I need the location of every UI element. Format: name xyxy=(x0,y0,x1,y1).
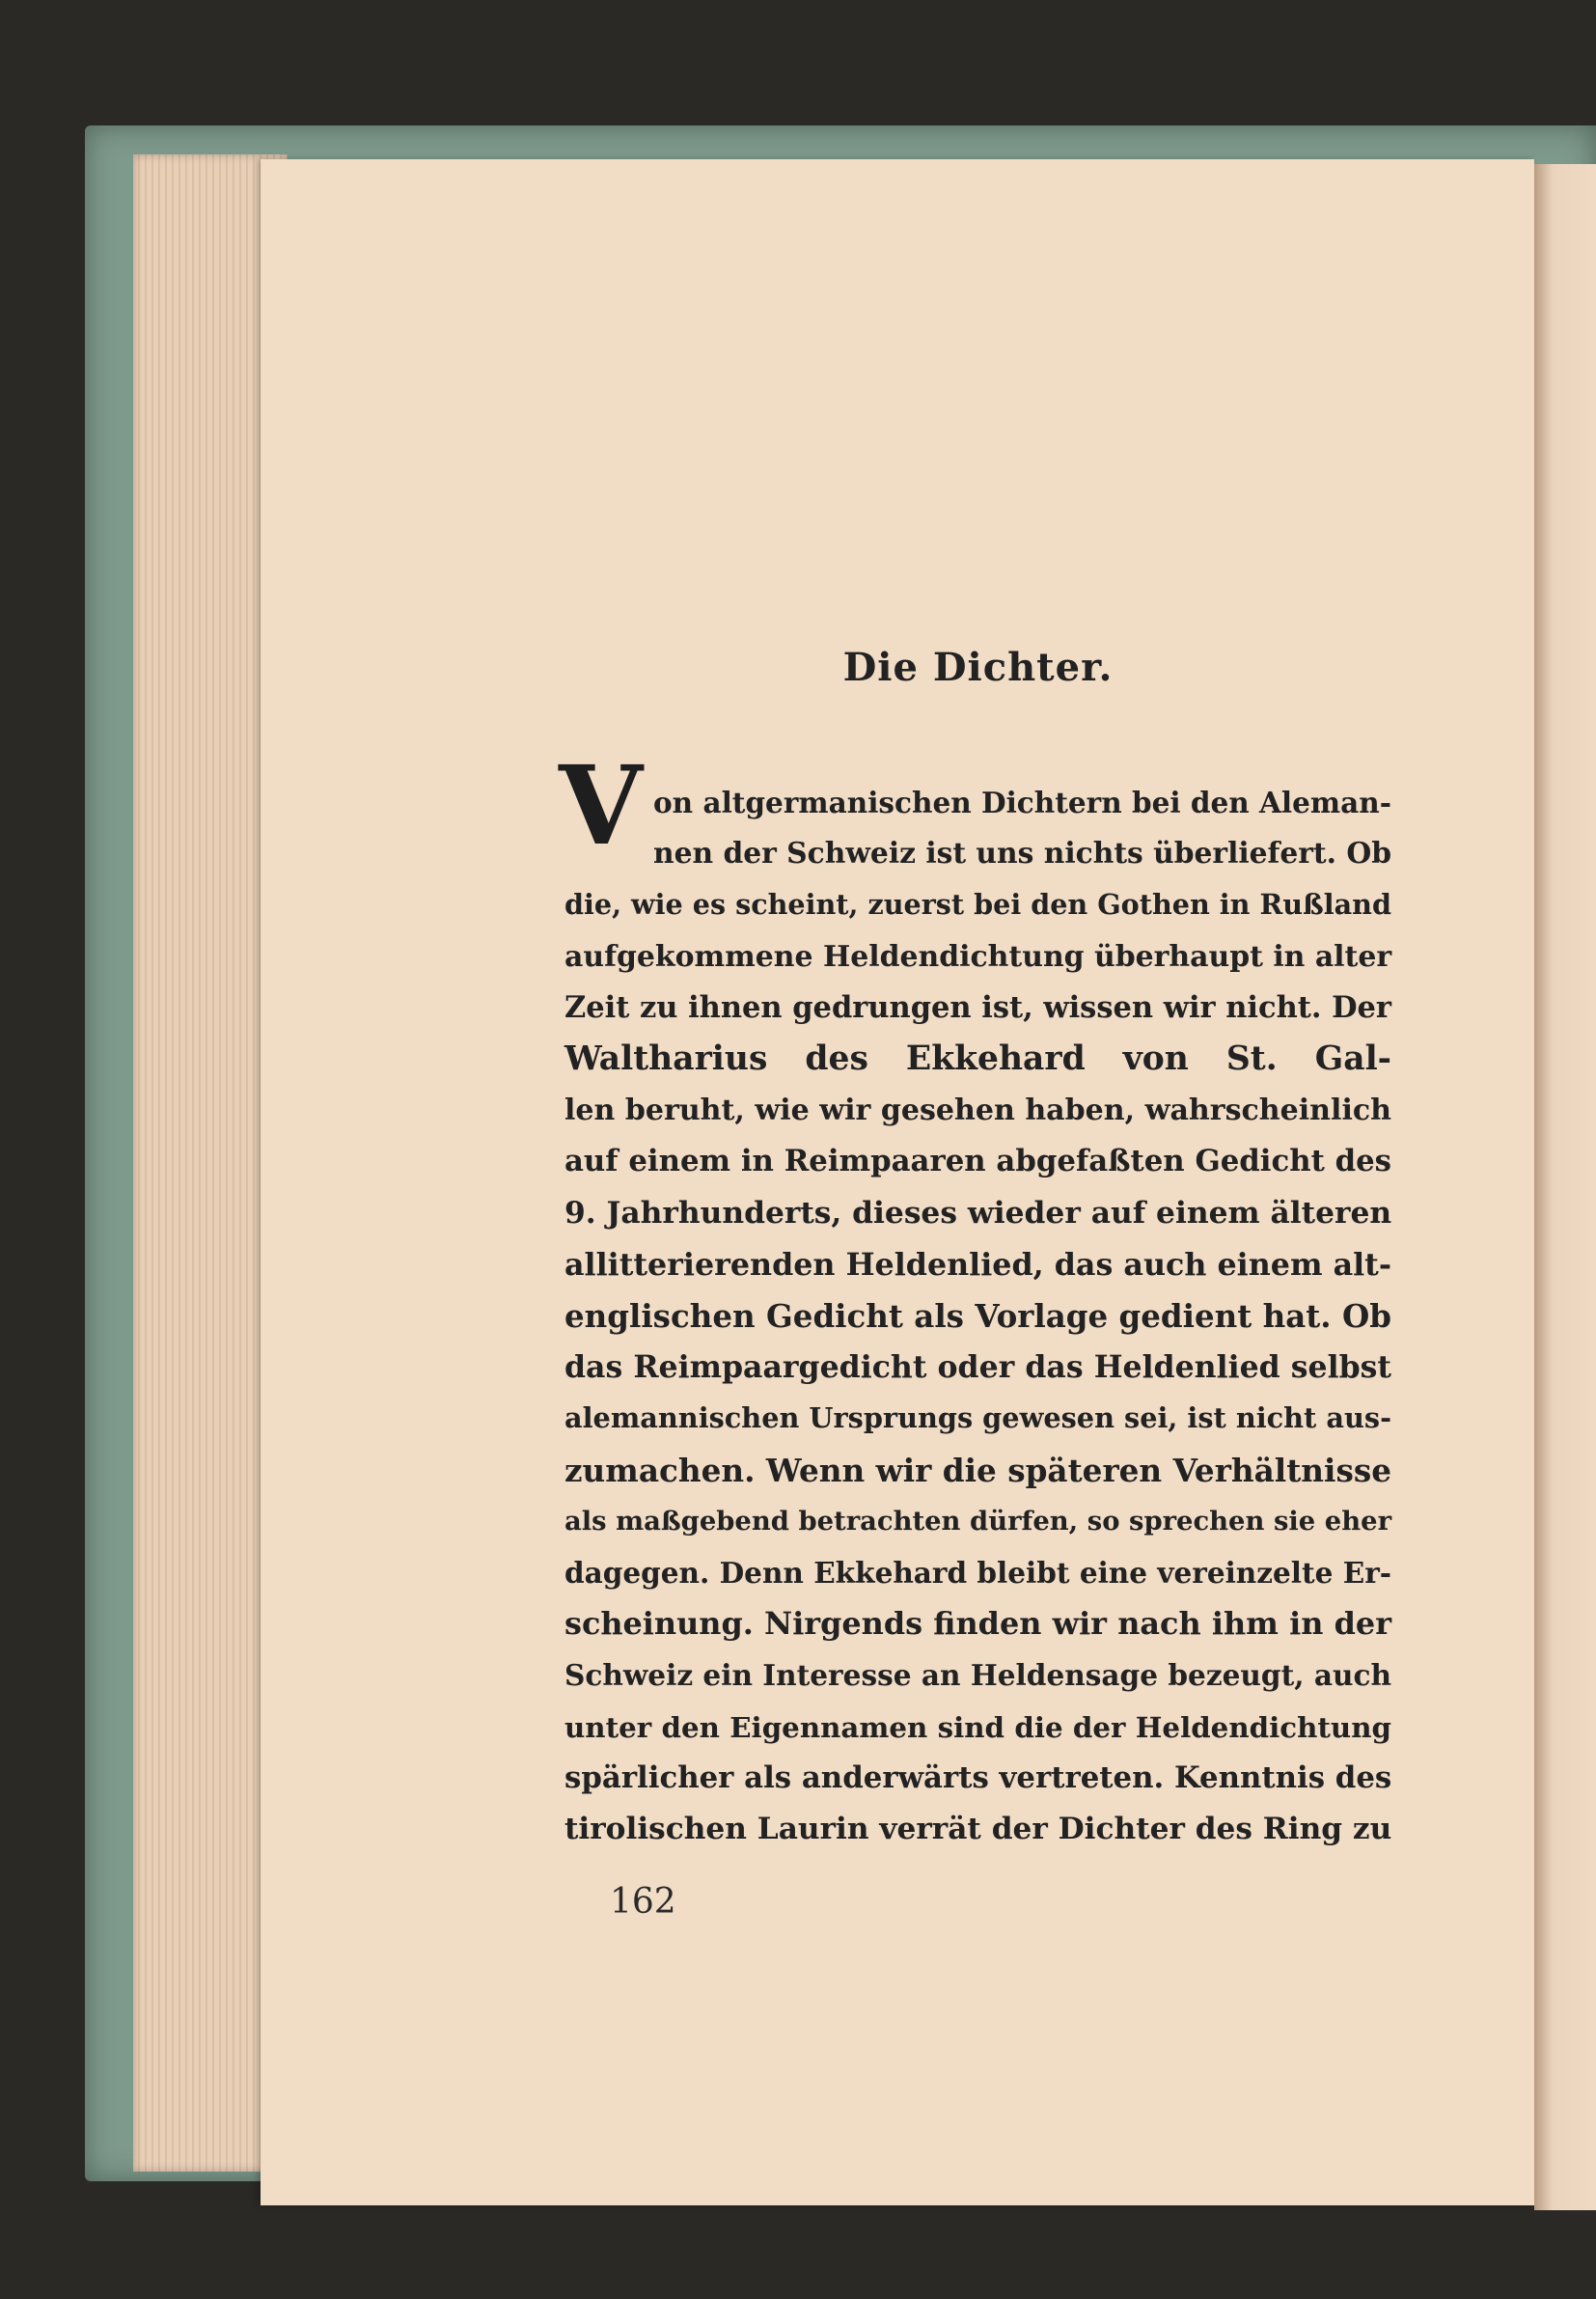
text-line: auf einem in Reimpaaren abgefaßten Gedicht des xyxy=(564,1144,1391,1179)
text-line: Zeit zu ihnen gedrungen ist, wissen wir nicht. Der xyxy=(564,989,1391,1025)
text-line: Schweiz ein Interesse an Heldensage bezeugt, auch xyxy=(564,1658,1391,1693)
facing-page-edge xyxy=(1534,164,1596,2210)
text-line: zumachen. Wenn wir die späteren Verhältnisse xyxy=(564,1451,1391,1489)
text-line: on altgermanischen Dichtern bei den Aleman- xyxy=(653,786,1391,819)
text-line: die, wie es scheint, zuerst bei den Gothen in Rußland xyxy=(564,888,1391,922)
drop-capital: V xyxy=(559,743,643,870)
text-line: alemannischen Ursprungs gewesen sei, ist nicht aus- xyxy=(564,1401,1391,1435)
text-line: scheinung. Nirgends finden wir nach ihm in der xyxy=(564,1605,1391,1643)
text-line: allitterierenden Heldenlied, das auch einem alt- xyxy=(564,1246,1391,1283)
text-line: len beruht, wie wir gesehen haben, wahrscheinlich xyxy=(564,1094,1391,1128)
page-number: 162 xyxy=(610,1882,676,1922)
text-line: dagegen. Denn Ekkehard bleibt eine vereinzelte Er- xyxy=(564,1556,1391,1591)
text-line: aufgekommene Heldendichtung überhaupt in alter xyxy=(564,939,1392,974)
text-line: englischen Gedicht als Vorlage gedient hat. Ob xyxy=(564,1297,1391,1336)
text-line: das Reimpaargedicht oder das Heldenlied selbst xyxy=(564,1349,1391,1386)
text-line: unter den Eigennamen sind die der Heldendichtung xyxy=(564,1709,1391,1744)
body-text xyxy=(564,777,1391,1855)
text-line: tirolischen Laurin verrät der Dichter des Ring zu xyxy=(564,1812,1392,1847)
chapter-heading: Die Dichter. xyxy=(842,645,1114,690)
text-line: spärlicher als anderwärts vertreten. Kenntnis des xyxy=(564,1759,1392,1795)
text-line: Waltharius des Ekkehard von St. Gal- xyxy=(564,1039,1391,1079)
text-line: als maßgebend betrachten dürfen, so sprechen sie eher xyxy=(564,1505,1391,1537)
page-content xyxy=(559,645,1392,1855)
text-line: nen der Schweiz ist uns nichts überliefert. Ob xyxy=(653,837,1391,872)
text-line: 9. Jahrhunderts, dieses wieder auf einem älteren xyxy=(564,1195,1392,1231)
